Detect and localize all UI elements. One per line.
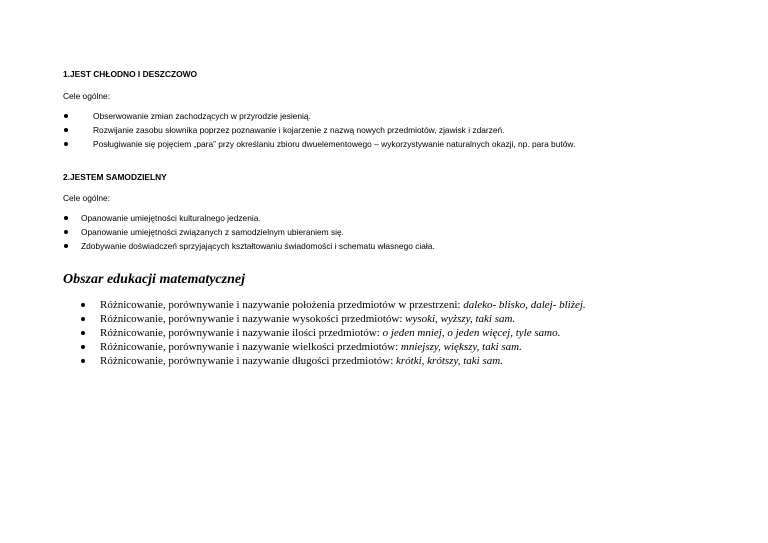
list-item <box>80 312 586 326</box>
list-item-text: Różnicowanie, porównywanie i nazywanie położenia przedmiotów w przestrzeni: <box>100 299 464 311</box>
section1-goals-list <box>63 109 575 151</box>
bullet-icon <box>81 317 85 321</box>
math-goals-list <box>80 298 586 368</box>
bullet-icon <box>64 216 68 220</box>
bullet-icon <box>81 359 85 363</box>
list-item <box>80 298 586 312</box>
section2-title: 2.JESTEM SAMODZIELNY <box>63 172 167 182</box>
bullet-icon <box>81 331 85 335</box>
list-item-emphasis: wysoki, wyższy, taki sam. <box>405 313 516 325</box>
list-item-text: Różnicowanie, porównywanie i nazywanie wysokości przedmiotów: <box>100 313 406 325</box>
list-item <box>63 239 435 253</box>
list-item-emphasis: krótki, krótszy, taki sam. <box>396 355 503 367</box>
bullet-icon <box>64 114 68 118</box>
list-item <box>63 137 575 151</box>
list-item-text: Opanowanie umiejętności kulturalnego jedzenia. <box>81 213 261 223</box>
list-item <box>63 211 435 225</box>
list-item-text: Posługiwanie się pojęciem „para” przy określaniu zbioru dwuelementowego – wykorzystywanie naturalnych okazji, np. para butów. <box>93 139 576 149</box>
list-item-text: Opanowanie umiejętności związanych z samodzielnym ubieraniem się. <box>81 227 345 237</box>
list-item-emphasis: mniejszy, większy, taki sam. <box>400 341 522 353</box>
list-item-emphasis: o jeden mniej, o jeden więcej, tyle samo. <box>382 327 561 339</box>
list-item <box>63 123 575 137</box>
bullet-icon <box>81 345 85 349</box>
list-item <box>80 354 586 368</box>
list-item-text: Różnicowanie, porównywanie i nazywanie ilości przedmiotów: <box>100 327 383 339</box>
section1-goals-label: Cele ogólne: <box>63 91 111 101</box>
list-item <box>63 225 435 239</box>
bullet-icon <box>64 128 68 132</box>
section2-goals-list <box>63 211 435 253</box>
bullet-icon <box>64 230 68 234</box>
section1-title: 1.JEST CHŁODNO I DESZCZOWO <box>63 69 198 79</box>
bullet-icon <box>64 244 68 248</box>
list-item-emphasis: daleko- blisko, dalej- bliżej. <box>463 299 586 311</box>
list-item <box>80 326 586 340</box>
math-section-title: Obszar edukacji matematycznej <box>63 272 245 287</box>
list-item <box>63 109 575 123</box>
list-item-text: Różnicowanie, porównywanie i nazywanie wielkości przedmiotów: <box>100 341 401 353</box>
list-item-text: Różnicowanie, porównywanie i nazywanie długości przedmiotów: <box>100 355 397 367</box>
list-item-text: Zdobywanie doświadczeń sprzyjających kształtowaniu świadomości i schematu własnego ciała. <box>81 241 435 251</box>
bullet-icon <box>81 303 85 307</box>
section2-goals-label: Cele ogólne: <box>63 193 111 203</box>
list-item <box>80 340 586 354</box>
list-item-text: Rozwijanie zasobu słownika poprzez poznawanie i kojarzenie z nazwą nowych przedmiotów, zjawisk i zdarzeń. <box>93 125 505 135</box>
list-item-text: Obserwowanie zmian zachodzących w przyrodzie jesienią. <box>93 111 311 121</box>
bullet-icon <box>64 142 68 146</box>
